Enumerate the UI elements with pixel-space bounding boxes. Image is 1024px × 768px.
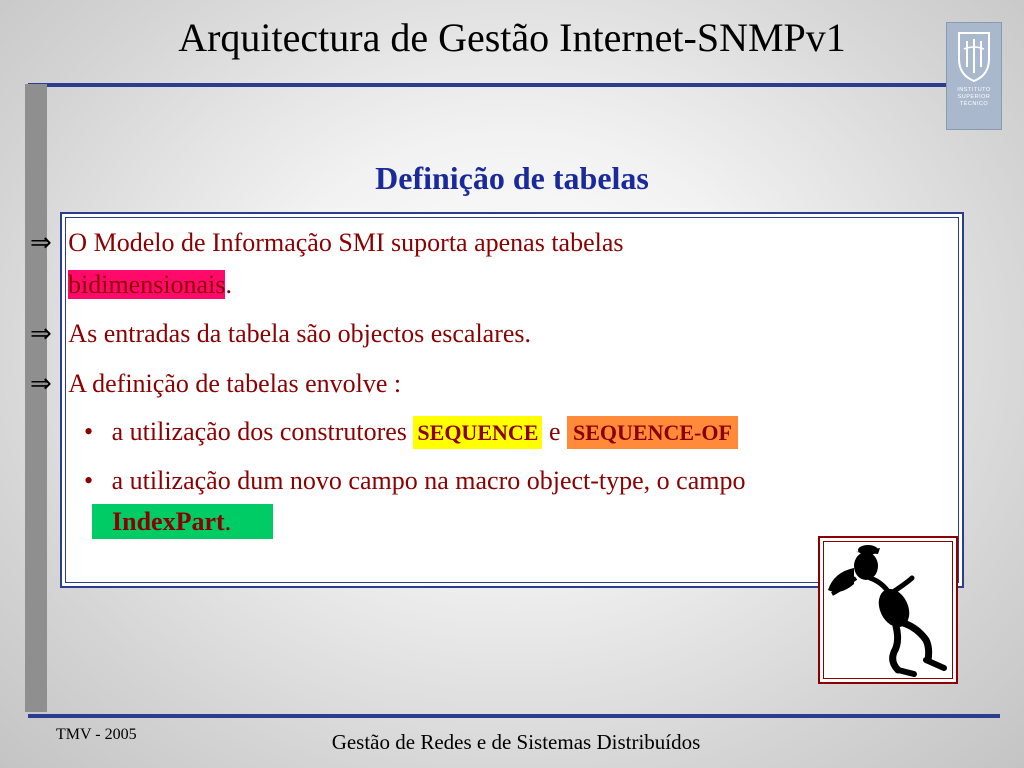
highlight-sequence-of: SEQUENCE-OF [567,416,738,449]
slide-header-title: Arquitectura de Gestão Internet-SNMPv1 [178,15,846,60]
slide-subtitle: Definição de tabelas [375,160,649,196]
logo-line-2: SUPERIOR [957,94,991,100]
ist-logo [946,22,1002,130]
footer-divider [28,714,1000,718]
subpoint-2-text: a utilização dum novo campo na macro object-type, o campo [111,466,746,495]
point-3 [30,369,401,399]
logo-caption [947,87,1001,108]
implies-arrow-icon: ⇒ [30,319,52,348]
point-1-period: . [225,270,232,299]
point-3-text: A definição de tabelas envolve : [68,369,402,398]
point-1-text: O Modelo de Informação SMI suporta apenas tabelas [68,228,624,257]
logo-line-1: INSTITUTO [957,87,991,93]
listening-man-icon [820,538,956,682]
highlight-sequence: SEQUENCE [413,416,542,449]
highlight-indexpart [92,504,273,539]
highlight-bidimensionais: bidimensionais [68,270,226,299]
bullet-icon: • [84,417,94,446]
point-1-line-2 [68,270,232,300]
subpoint-1-text: a utilização dos construtores [111,417,407,446]
implies-arrow-icon: ⇒ [30,369,52,398]
point-2-text: As entradas da tabela são objectos escalares. [68,319,532,348]
indexpart-period: . [224,507,232,536]
footer-author-year: TMV - 2005 [56,726,137,743]
subpoint-1-connector: e [548,417,561,446]
bullet-icon: • [84,466,94,495]
ist-shield-icon [947,23,1001,87]
logo-line-3: TÉCNICO [959,101,989,107]
header-divider [28,83,946,87]
subpoint-2-line-1 [84,466,746,496]
subpoint-1 [84,417,738,447]
indexpart-label: IndexPart [112,507,225,536]
point-1-line-1 [30,228,624,258]
subpoint-2-line-2 [92,507,273,537]
footer-course-title: Gestão de Redes e de Sistemas Distribuídos [331,730,701,754]
implies-arrow-icon: ⇒ [30,228,52,257]
point-2 [30,319,531,349]
clipart-frame [818,536,958,684]
